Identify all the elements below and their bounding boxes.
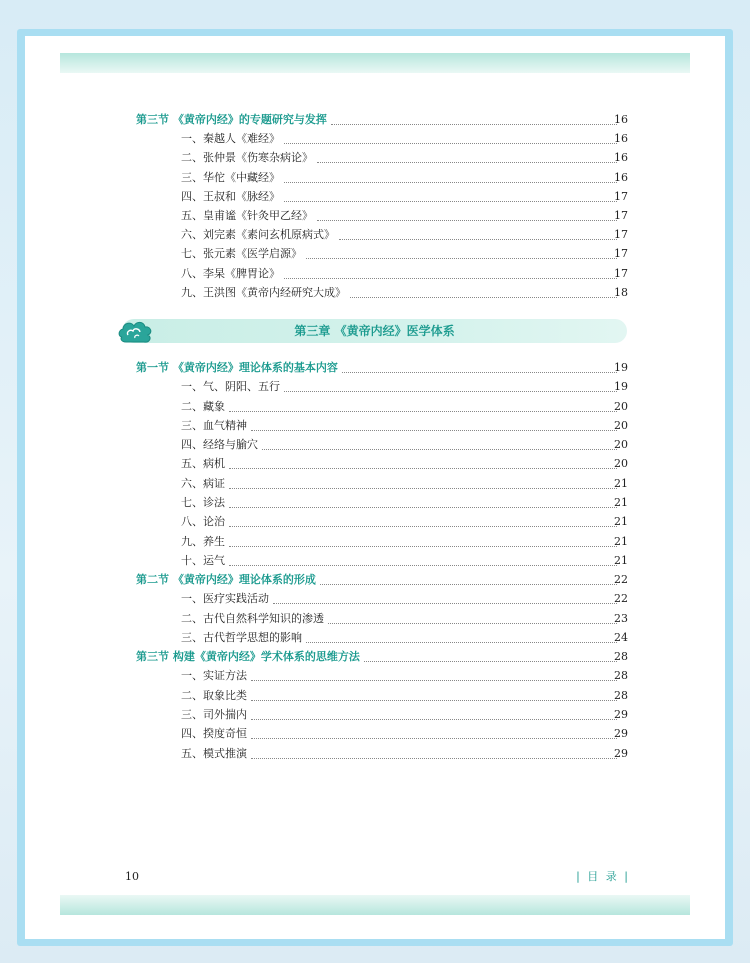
toc-entry-page: 16	[614, 151, 628, 165]
toc-entry-title: 二、藏象	[181, 397, 225, 416]
dot-leader	[350, 278, 617, 298]
toc-entry-page: 20	[614, 399, 628, 413]
dot-leader	[229, 507, 617, 527]
toc-entry-title: 九、王洪图《黄帝内经研究大成》	[181, 283, 346, 302]
toc-entry-page: 17	[614, 266, 628, 280]
running-head-text: 目 录	[587, 870, 619, 883]
dot-leader	[262, 430, 617, 450]
toc-entry-page: 29	[614, 746, 628, 760]
toc-entry-title: 第三节 《黄帝内经》的专题研究与发挥	[136, 110, 327, 129]
toc-entry[interactable]	[25, 283, 725, 302]
toc-entry-page: 16	[614, 132, 628, 146]
dot-leader	[273, 584, 617, 604]
toc-entry-page: 20	[614, 438, 628, 452]
toc-entry-page: 18	[614, 285, 628, 299]
dot-leader	[339, 220, 617, 240]
toc-entry-title: 五、皇甫谧《针灸甲乙经》	[181, 206, 313, 225]
toc-entry-title: 二、张仲景《伤寒杂病论》	[181, 148, 313, 167]
toc-entry-page: 29	[614, 708, 628, 722]
dot-leader	[317, 143, 617, 163]
dot-leader	[317, 201, 617, 221]
toc-entry-title: 二、取象比类	[181, 686, 247, 705]
dot-leader	[251, 739, 617, 759]
toc-entry-page: 23	[614, 611, 628, 625]
dot-leader	[306, 623, 617, 643]
toc-entry-page: 22	[614, 592, 628, 606]
dot-leader	[251, 411, 617, 431]
running-head	[576, 868, 630, 884]
dot-leader	[251, 681, 617, 701]
toc-entry-title: 八、论治	[181, 512, 225, 531]
toc-entry-title: 一、医疗实践活动	[181, 589, 269, 608]
toc-entry-title: 七、张元素《医学启源》	[181, 244, 302, 263]
chapter-heading[interactable]	[122, 319, 627, 343]
book-page	[25, 36, 725, 939]
toc-entry-page: 28	[614, 688, 628, 702]
toc-entry-page: 16	[614, 113, 628, 126]
toc-entry-page: 28	[614, 650, 628, 664]
dot-leader	[229, 527, 617, 547]
toc-entry-page: 28	[614, 669, 628, 683]
toc-entry-page: 21	[614, 515, 628, 529]
dot-leader	[284, 259, 617, 279]
toc-entry-title: 四、揆度奇恒	[181, 724, 247, 743]
running-head-bar-right: |	[624, 870, 630, 883]
toc-entry-title: 一、气、阴阳、五行	[181, 377, 280, 396]
dot-leader	[331, 105, 617, 125]
toc-entry-page: 20	[614, 418, 628, 432]
toc-entry-page: 16	[614, 170, 628, 184]
dot-leader	[251, 719, 617, 739]
dot-leader	[306, 239, 617, 259]
toc-entry-title: 十、运气	[181, 551, 225, 570]
dot-leader	[328, 604, 617, 624]
dot-leader	[364, 642, 617, 662]
toc-entry-title: 三、血气精神	[181, 416, 247, 435]
toc-entry-title: 九、养生	[181, 532, 225, 551]
page-number: 10	[125, 870, 139, 883]
toc-entry-title: 五、模式推演	[181, 744, 247, 763]
toc-entry-page: 17	[614, 189, 628, 203]
toc-entry-title: 七、诊法	[181, 493, 225, 512]
dot-leader	[320, 565, 617, 585]
toc-entry-page: 21	[614, 495, 628, 509]
dot-leader	[229, 449, 617, 469]
toc-entry-title: 五、病机	[181, 454, 225, 473]
dot-leader	[229, 392, 617, 412]
dot-leader	[284, 182, 617, 202]
toc-entry-title: 一、秦越人《难经》	[181, 129, 280, 148]
toc-entry-title: 六、病证	[181, 474, 225, 493]
dot-leader	[229, 488, 617, 508]
toc-entry-title: 第二节 《黄帝内经》理论体系的形成	[136, 570, 316, 589]
toc-entry-page: 24	[614, 630, 628, 644]
toc-entry-page: 22	[614, 573, 628, 587]
chapter-title: 第三章 《黄帝内经》医学体系	[294, 324, 455, 338]
toc-entry-title: 八、李杲《脾胃论》	[181, 264, 280, 283]
toc-entry-page: 17	[614, 247, 628, 261]
toc-entry-title: 三、华佗《中藏经》	[181, 168, 280, 187]
footer-band	[60, 895, 690, 915]
toc-entry-title: 二、古代自然科学知识的渗透	[181, 609, 324, 628]
toc-entry[interactable]	[25, 744, 725, 763]
running-head-bar-left: |	[576, 870, 582, 883]
toc-entry-title: 第三节 构建《黄帝内经》学术体系的思维方法	[136, 647, 360, 666]
toc-entry-page: 21	[614, 534, 628, 548]
toc-entry-title: 六、刘完素《素问玄机原病式》	[181, 225, 335, 244]
toc-entry-page: 29	[614, 727, 628, 741]
toc-entry-page: 21	[614, 476, 628, 490]
toc-entry-page: 21	[614, 553, 628, 567]
toc-entry-title: 三、司外揣内	[181, 705, 247, 724]
toc-entry-title: 第一节 《黄帝内经》理论体系的基本内容	[136, 358, 338, 377]
dot-leader	[284, 163, 617, 183]
dot-leader	[229, 546, 617, 566]
toc-entry-title: 四、经络与腧穴	[181, 435, 258, 454]
toc-entry-title: 三、古代哲学思想的影响	[181, 628, 302, 647]
dot-leader	[284, 124, 617, 144]
dot-leader	[284, 372, 617, 392]
toc-entry-page: 19	[614, 361, 628, 374]
header-band	[60, 53, 690, 73]
toc-entry-page: 20	[614, 457, 628, 471]
toc-entry-title: 四、王叔和《脉经》	[181, 187, 280, 206]
dot-leader	[251, 700, 617, 720]
toc-entry-page: 19	[614, 380, 628, 394]
toc-entry-page: 17	[614, 209, 628, 222]
toc-entry-title: 一、实证方法	[181, 666, 247, 685]
dot-leader	[342, 353, 617, 373]
dot-leader	[251, 661, 617, 681]
toc-entry-page: 17	[614, 228, 628, 242]
dot-leader	[229, 469, 617, 489]
